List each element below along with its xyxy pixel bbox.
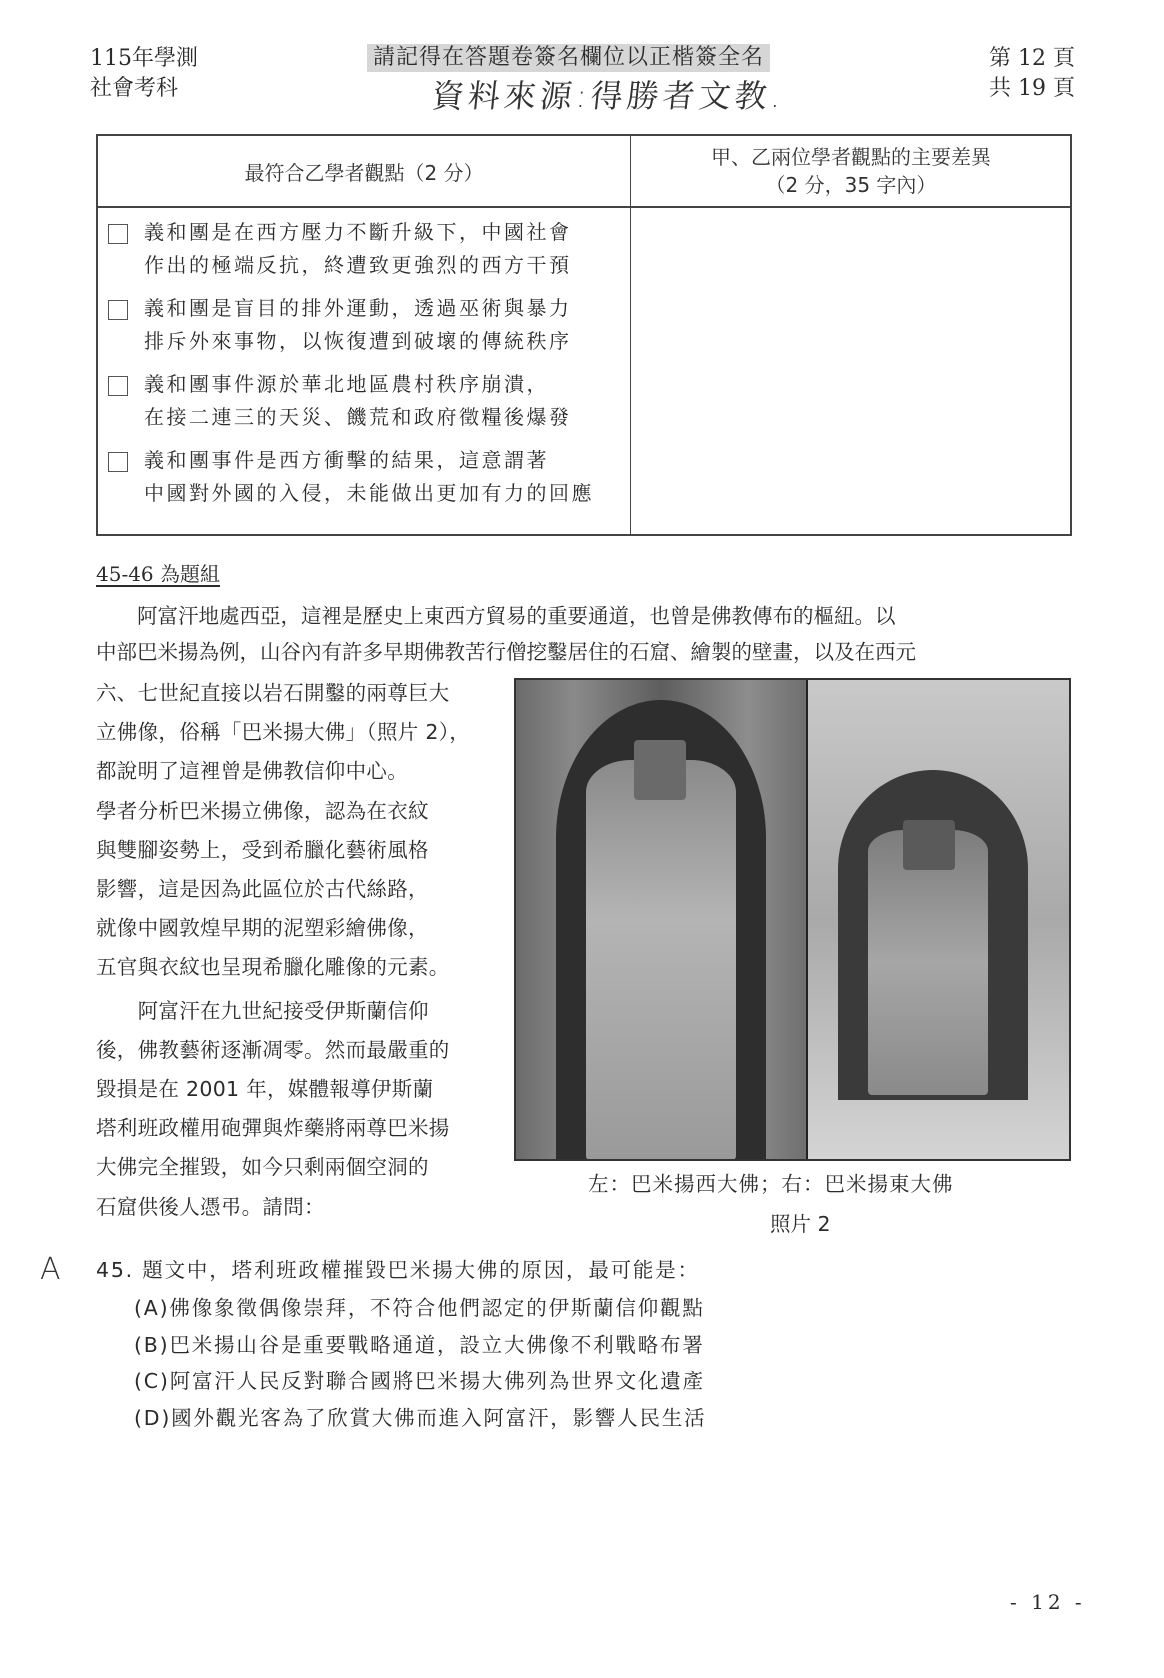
exam-header-left <box>90 44 198 104</box>
page-label: 第 12 頁 <box>989 46 1075 71</box>
difference-answer-area[interactable] <box>634 210 1066 530</box>
option-text-line: 排斥外來事物，以恢復遭到破壞的傳統秩序 <box>144 329 572 353</box>
passage-line: 立佛像，俗稱「巴米揚大佛」（照片 2）， <box>96 720 471 745</box>
photo-east-buddha <box>808 680 1069 1159</box>
option-text-line: 義和團事件是西方衝擊的結果，這意謂著 <box>144 448 549 472</box>
checkbox[interactable] <box>108 300 128 320</box>
passage-line: 阿富汗在九世紀接受伊斯蘭信仰 <box>96 998 429 1023</box>
checkbox[interactable] <box>108 224 128 244</box>
answer-choices <box>134 1290 706 1436</box>
header-divider <box>98 206 1070 208</box>
choice-b[interactable]: (B)巴米揚山谷是重要戰略通道，設立大佛像不利戰略布署 <box>134 1332 705 1357</box>
passage-line: 塔利班政權用砲彈與炸藥將兩尊巴米揚 <box>96 1116 450 1141</box>
table-header-difference <box>632 136 1070 206</box>
photo-west-buddha <box>516 680 808 1159</box>
table-header-best-fit: 最符合乙學者觀點（2 分） <box>244 160 484 185</box>
option-item[interactable] <box>108 292 628 358</box>
passage-line: 大佛完全摧毀，如今只剩兩個空洞的 <box>96 1155 429 1180</box>
question-stem: 45. 題文中，塔利班政權摧毀巴米揚大佛的原因，最可能是： <box>96 1258 700 1282</box>
passage-line: 學者分析巴米揚立佛像，認為在衣紋 <box>96 798 429 823</box>
checkbox[interactable] <box>108 376 128 396</box>
checkbox[interactable] <box>108 452 128 472</box>
passage-line: 後，佛教藝術逐漸凋零。然而最嚴重的 <box>96 1037 450 1062</box>
option-item[interactable] <box>108 368 628 434</box>
table-header-difference-title: 甲、乙兩位學者觀點的主要差異 <box>711 145 991 169</box>
subject-name: 社會考科 <box>90 76 179 101</box>
photo-label: 照片 2 <box>770 1212 831 1236</box>
handwritten-answer-mark: A <box>40 1252 61 1287</box>
option-text-line: 中國對外國的入侵，未能做出更加有力的回應 <box>144 481 594 505</box>
total-pages-label: 共 19 頁 <box>989 76 1075 101</box>
photo-bamiyan-buddhas <box>514 678 1071 1161</box>
passage-line: 與雙腳姿勢上，受到希臘化藝術風格 <box>96 837 429 862</box>
passage-line: 就像中國敦煌早期的泥塑彩繪佛像， <box>96 916 429 941</box>
passage-line: 石窟供後人憑弔。請問： <box>96 1194 325 1219</box>
passage-line: 毀損是在 2001 年，媒體報導伊斯蘭 <box>96 1077 434 1102</box>
column-divider <box>630 136 631 534</box>
page-counter <box>975 44 1075 104</box>
answer-table <box>96 134 1072 536</box>
passage-line: 影響，這是因為此區位於古代絲路， <box>96 877 429 902</box>
passage-line: 五官與衣紋也呈現希臘化雕像的元素。 <box>96 955 450 980</box>
page-number: - 12 - <box>1010 1590 1086 1614</box>
passage-line: 中部巴米揚為例，山谷內有許多早期佛教苦行僧挖鑿居住的石窟、繪製的壁畫，以及在西元 <box>96 640 916 664</box>
passage-side-text <box>96 674 496 1227</box>
scholar-view-options <box>108 216 628 520</box>
option-text-line: 義和團事件源於華北地區農村秩序崩潰， <box>144 372 549 396</box>
signature-notice-wrap <box>367 44 770 72</box>
exam-name: 115年學測 <box>90 46 198 71</box>
option-item[interactable] <box>108 216 628 282</box>
passage-line: 阿富汗地處西亞，這裡是歷史上東西方貿易的重要通道，也曾是佛教傳布的樞紐。以 <box>96 604 896 628</box>
passage-line: 都說明了這裡曾是佛教信仰中心。 <box>96 759 408 784</box>
choice-a[interactable]: (A)佛像象徵偶像崇拜，不符合他們認定的伊斯蘭信仰觀點 <box>134 1296 705 1320</box>
statue-body <box>586 760 736 1159</box>
signature-notice: 請記得在答題卷簽名欄位以正楷簽全名 <box>367 44 770 72</box>
handwritten-source-note: 資料來源:得勝者文教. <box>430 77 787 115</box>
photo-caption: 左：巴米揚西大佛；右：巴米揚東大佛 <box>588 1172 954 1196</box>
statue-head <box>634 740 686 800</box>
passage-line: 六、七世紀直接以岩石開鑿的兩尊巨大 <box>96 681 450 705</box>
option-text-line: 義和團是在西方壓力不斷升級下，中國社會 <box>144 220 572 244</box>
option-text-line: 在接二連三的天災、饑荒和政府徵糧後爆發 <box>144 405 572 429</box>
question-group-title: 45-46 為題組 <box>96 562 221 586</box>
option-text-line: 義和團是盲目的排外運動，透過巫術與暴力 <box>144 296 572 320</box>
option-item[interactable] <box>108 444 628 510</box>
table-header-difference-limit: （2 分，35 字內） <box>765 173 937 197</box>
option-text-line: 作出的極端反抗，終遭致更強烈的西方干預 <box>144 253 572 277</box>
choice-c[interactable]: (C)阿富汗人民反對聯合國將巴米揚大佛列為世界文化遺產 <box>134 1369 705 1393</box>
statue-head <box>903 820 955 870</box>
choice-d[interactable]: (D)國外觀光客為了欣賞大佛而進入阿富汗，影響人民生活 <box>134 1405 707 1430</box>
